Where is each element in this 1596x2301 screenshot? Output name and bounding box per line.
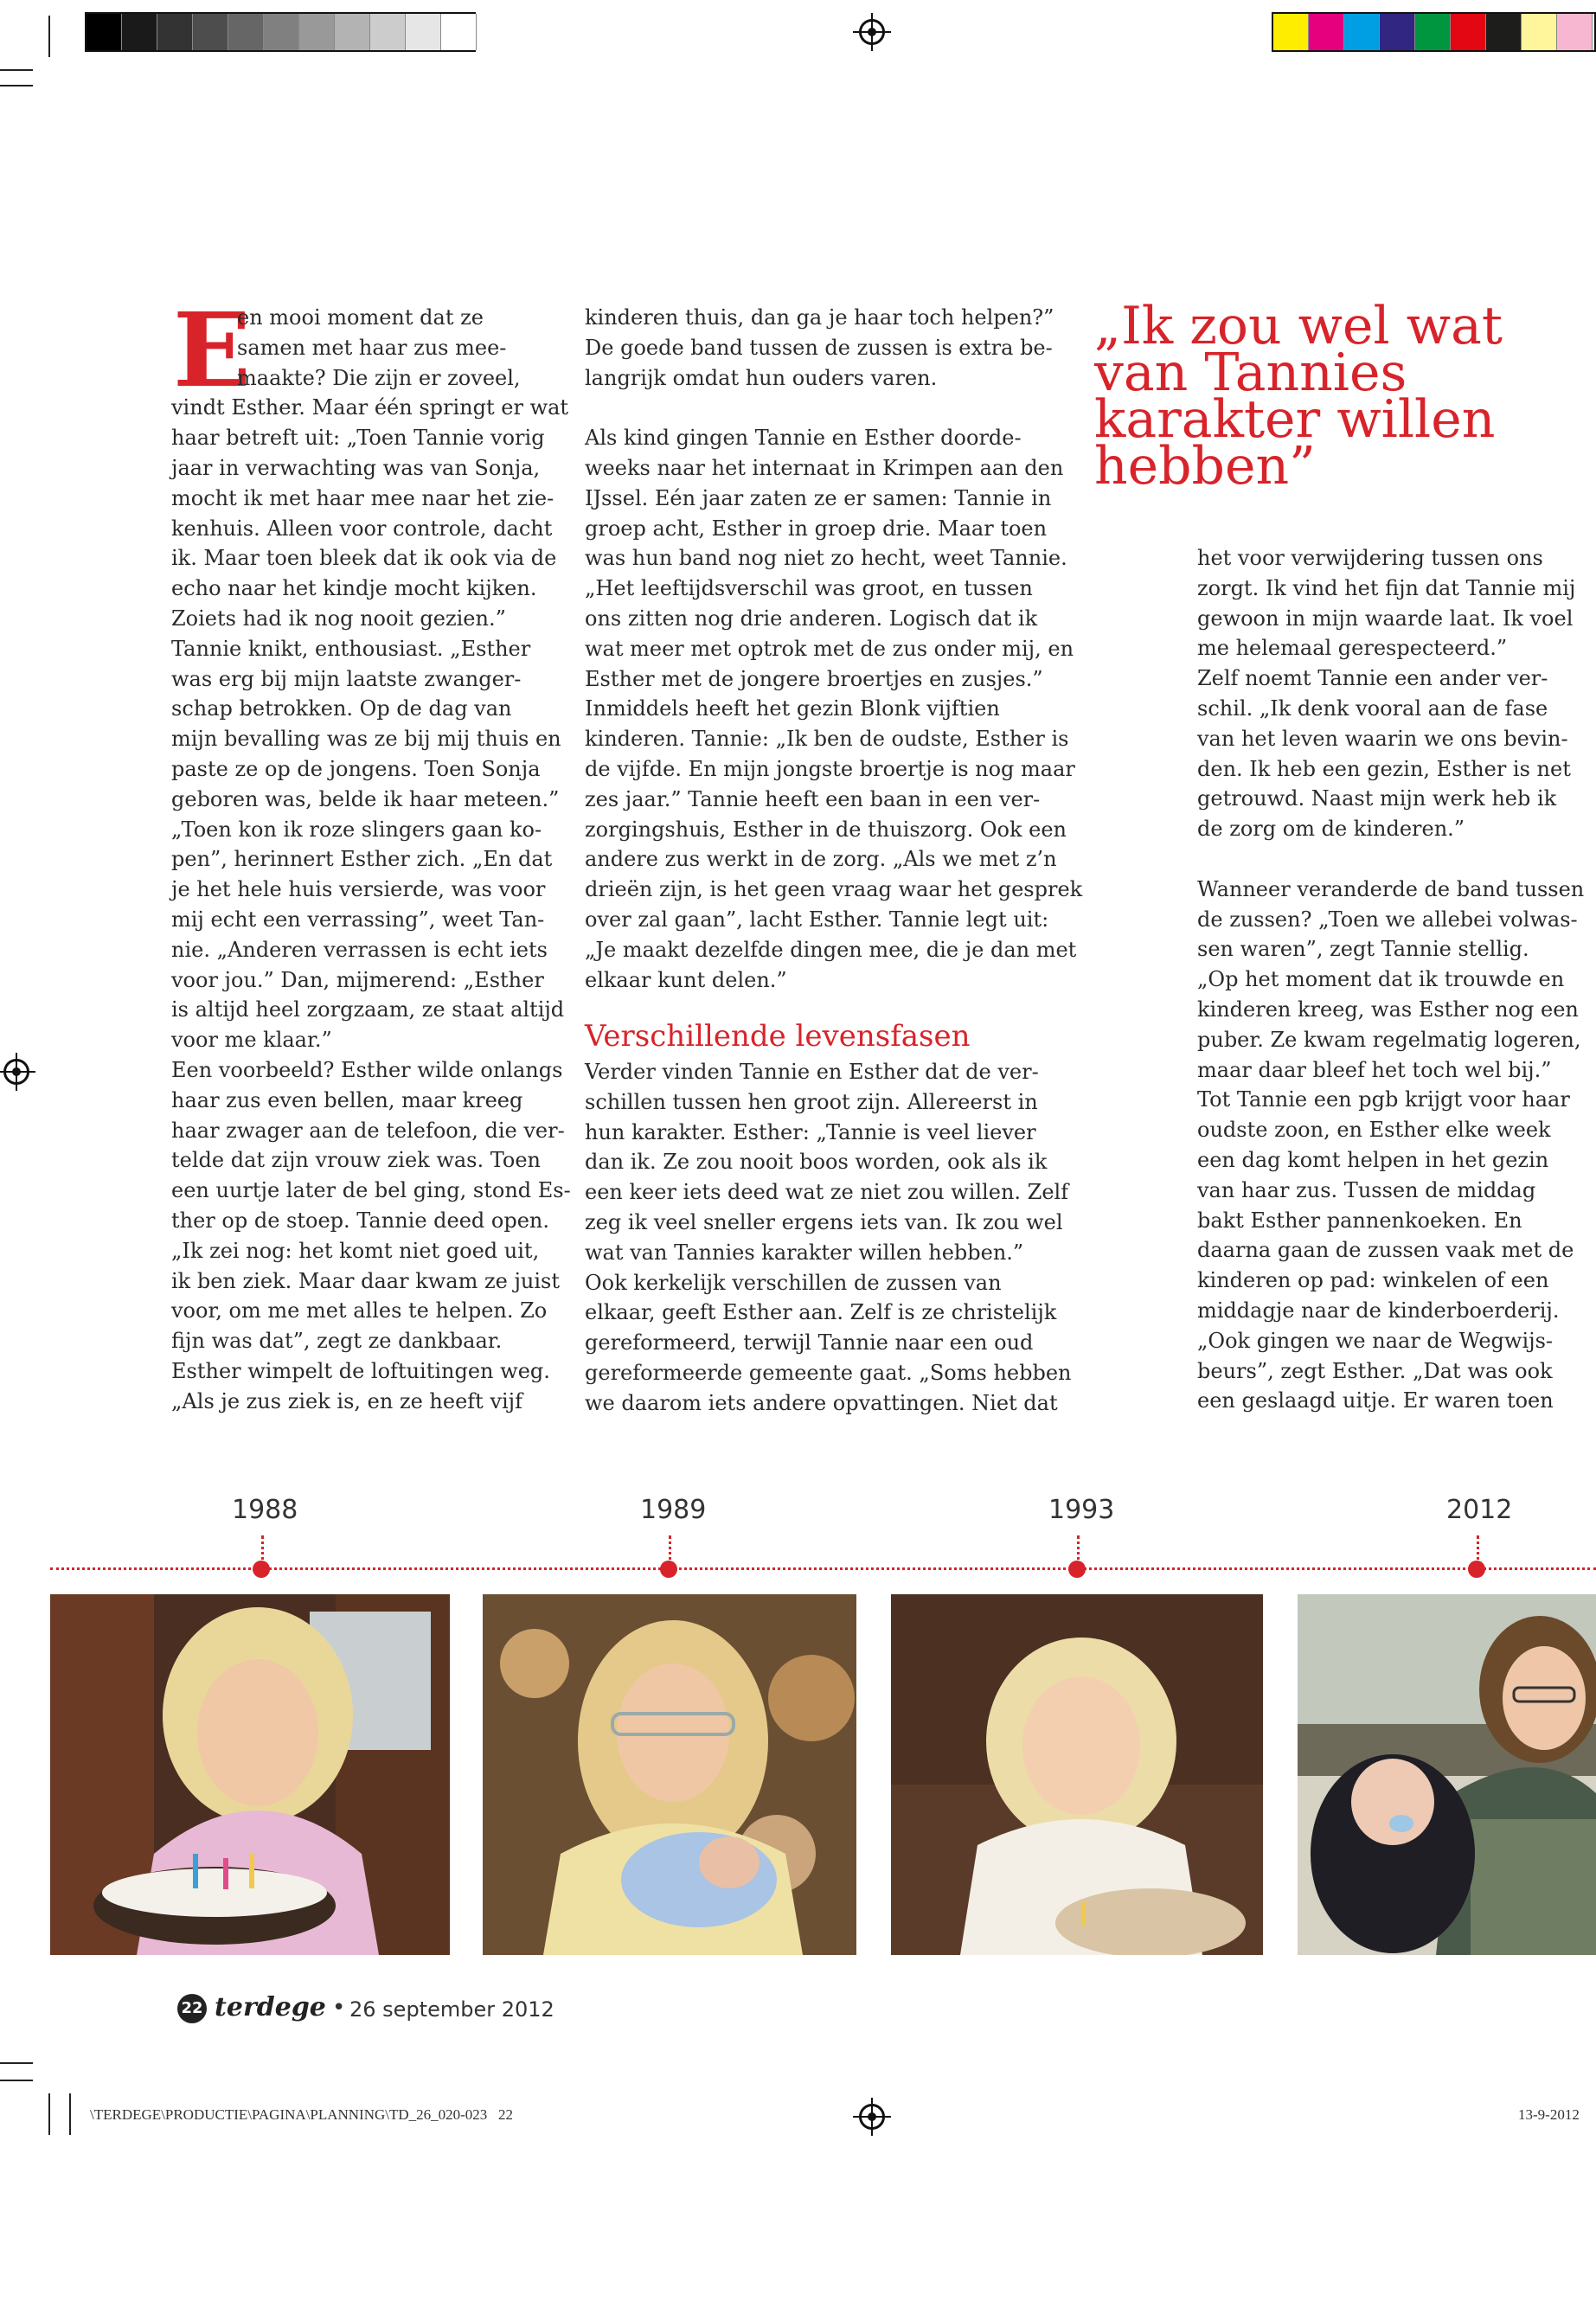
text-line: een geslaagd uitje. Er waren toen <box>1197 1388 1554 1413</box>
text-line: maar daar bleef het toch wel bij.” <box>1197 1057 1552 1082</box>
registration-mark <box>859 2104 885 2130</box>
text-line: sen waren”, zegt Tannie stellig. <box>1197 937 1529 962</box>
crop-mark <box>48 2093 50 2135</box>
text-line: zorgt. Ik vind het fijn dat Tannie mij <box>1197 575 1576 600</box>
crop-mark <box>0 69 33 71</box>
text-line: daarna gaan de zussen vaak met de <box>1197 1238 1574 1263</box>
text-line: me helemaal gerespecteerd.” <box>1197 636 1508 661</box>
text-line: puber. Ze kwam regelmatig logeren, <box>1197 1027 1581 1052</box>
text-line: gereformeerde gemeente gaat. „Soms hebben <box>585 1360 1072 1385</box>
color-swatch <box>370 14 406 50</box>
color-swatch <box>335 14 370 50</box>
text-line: „Ook gingen we naar de Wegwijs- <box>1197 1328 1553 1353</box>
text-line: van het leven waarin we ons bevin- <box>1197 726 1568 751</box>
article-column-3 <box>1197 543 1595 1416</box>
text-line: wat meer met optrok met de zus onder mij, en <box>585 636 1074 661</box>
crop-mark <box>0 2080 33 2081</box>
color-swatch <box>1557 14 1593 50</box>
text-line: schillen tussen hen groot zijn. Allereerst in <box>585 1089 1038 1114</box>
text-line: en mooi moment dat ze <box>237 305 484 330</box>
text-line: haar betreft uit: „Toen Tannie vorig <box>171 426 545 451</box>
text-line: Esther met de jongere broertjes en zusjes.” <box>585 666 1043 691</box>
text-line: Inmiddels heeft het gezin Blonk vijftien <box>585 696 1000 721</box>
text-line: ons zitten nog drie anderen. Logisch dat ik <box>585 606 1038 631</box>
text-line: Wanneer veranderde de band tussen <box>1197 876 1585 901</box>
text-line: „Ik zou wel wat <box>1094 296 1503 356</box>
magazine-name: terdege <box>215 1992 326 2022</box>
text-line: „Je maakt dezelfde dingen mee, die je dan met <box>585 937 1077 962</box>
section-subheading: Verschillende levensfasen <box>585 1019 971 1054</box>
text-line: „Het leeftijdsverschil was groot, en tussen <box>585 576 1033 601</box>
crop-mark <box>48 16 50 57</box>
article-column-1 <box>171 303 571 1416</box>
color-bar <box>1272 12 1596 52</box>
text-line: zorgingshuis, Esther in de thuiszorg. Ook een <box>585 817 1067 842</box>
text-line: andere zus werkt in de zorg. „Als we met z’n <box>585 847 1057 872</box>
file-path-slug: \TERDEGE\PRODUCTIE\PAGINA\PLANNING\TD_26_020-023 22 <box>90 2106 514 2123</box>
text-line: getrouwd. Naast mijn werk heb ik <box>1197 786 1557 811</box>
text-line: was hun band nog niet zo hecht, weet Tannie. <box>585 546 1067 571</box>
text-line: de zorg om de kinderen.” <box>1197 817 1465 842</box>
color-swatch <box>193 14 228 50</box>
text-line: mocht ik met haar mee naar het zie- <box>171 485 554 510</box>
text-line: echo naar het kindje mocht kijken. <box>171 576 537 601</box>
text-line: kinderen op pad: winkelen of een <box>1197 1268 1549 1293</box>
text-line: vindt Esther. Maar één springt er wat <box>171 395 569 420</box>
text-line: kinderen kreeg, was Esther nog een <box>1197 997 1579 1022</box>
text-line <box>585 393 1069 423</box>
text-line: maakte? Die zijn er zoveel, <box>237 365 521 390</box>
text-line: Tot Tannie een pgb krijgt voor haar <box>1197 1087 1570 1112</box>
text-line: Zelf noemt Tannie een ander ver- <box>1197 666 1548 691</box>
crop-mark <box>0 2062 33 2064</box>
text-line: de vijfde. En mijn jongste broertje is nog maar <box>585 756 1075 781</box>
text-line: mij echt een verrassing”, weet Tan- <box>171 907 545 932</box>
timeline-year-1988: 1988 <box>232 1495 298 1525</box>
text-line: je het hele huis versierde, was voor <box>171 877 546 902</box>
timeline-year-1989: 1989 <box>640 1495 707 1525</box>
text-line: gereformeerd, terwijl Tannie naar een oud <box>585 1330 1034 1356</box>
color-swatch <box>157 14 193 50</box>
text-line: Verder vinden Tannie en Esther dat de ver- <box>585 1060 1039 1084</box>
text-line: bakt Esther pannenkoeken. En <box>1197 1208 1522 1233</box>
text-line: jaar in verwachting was van Sonja, <box>171 455 541 480</box>
text-line: beurs”, zegt Esther. „Dat was ook <box>1197 1358 1553 1383</box>
text-line: elkaar, geeft Esther aan. Zelf is ze christelijk <box>585 1300 1057 1325</box>
text-line: Zoiets had ik nog nooit gezien.” <box>171 606 506 631</box>
color-swatch <box>264 14 299 50</box>
text-line: wat van Tannies karakter willen hebben.” <box>585 1240 1024 1265</box>
text-line: De goede band tussen de zussen is extra be- <box>585 335 1053 360</box>
color-swatch <box>299 14 335 50</box>
text-line: voor me klaar.” <box>171 1028 332 1053</box>
text-line: elkaar kunt delen.” <box>585 967 787 992</box>
text-line: langrijk omdat hun ouders varen. <box>585 365 938 390</box>
text-line: Tannie knikt, enthousiast. „Esther <box>171 636 531 661</box>
text-line: over zal gaan”, lacht Esther. Tannie legt uit: <box>585 907 1049 932</box>
timeline-year-2012: 2012 <box>1446 1495 1513 1525</box>
text-line: „Op het moment dat ik trouwde en <box>1197 967 1565 992</box>
text-line: middagje naar de kinderboerderij. <box>1197 1298 1560 1323</box>
text-line: oudste zoon, en Esther elke week <box>1197 1118 1551 1143</box>
text-line: „Toen kon ik roze slingers gaan ko- <box>171 817 542 842</box>
article-column-2a <box>585 303 1083 995</box>
color-swatch <box>122 14 157 50</box>
photo-1989-girl-with-baby <box>483 1594 856 1955</box>
text-line: ik. Maar toen bleek dat ik ook via de <box>171 546 557 571</box>
text-line: IJssel. Eén jaar zaten ze er samen: Tannie in <box>585 485 1052 510</box>
registration-mark <box>3 1059 29 1085</box>
slug-date: 13-9-2012 <box>1518 2106 1580 2123</box>
registration-mark <box>859 19 885 45</box>
text-line <box>1197 844 1595 875</box>
timeline-dot <box>660 1561 677 1578</box>
text-line: een dag komt helpen in het gezin <box>1197 1147 1549 1172</box>
text-line: „Ik zei nog: het komt niet goed uit, <box>171 1238 540 1263</box>
pull-quote <box>1094 296 1503 497</box>
timeline-dot <box>253 1561 270 1578</box>
text-line: mijn bevalling was ze bij mij thuis en <box>171 727 561 752</box>
text-line: een keer iets deed wat ze niet zou willen. Zelf <box>585 1180 1069 1205</box>
text-line: de zussen? „Toen we allebei volwas- <box>1197 907 1578 932</box>
crop-mark <box>0 85 33 87</box>
text-line: Als kind gingen Tannie en Esther doorde- <box>585 426 1022 451</box>
text-line: geboren was, belde ik haar meteen.” <box>171 786 560 811</box>
color-swatch <box>441 14 477 50</box>
text-line: samen met haar zus mee- <box>237 335 507 360</box>
text-line: we daarom iets andere opvattingen. Niet dat <box>585 1390 1058 1415</box>
color-swatch <box>228 14 264 50</box>
text-line: fijn was dat”, zegt ze dankbaar. <box>171 1329 503 1354</box>
text-line: gewoon in mijn waarde laat. Ik voel <box>1197 606 1574 631</box>
text-line: pen”, herinnert Esther zich. „En dat <box>171 847 553 872</box>
color-swatch <box>1309 14 1344 50</box>
text-line: Esther wimpelt de loftuitingen weg. <box>171 1358 550 1383</box>
text-line: ik ben ziek. Maar daar kwam ze juist <box>171 1268 560 1293</box>
text-line: den. Ik heb een gezin, Esther is net <box>1197 756 1571 781</box>
grayscale-bar <box>85 12 476 52</box>
text-line: voor jou.” Dan, mijmerend: „Esther <box>171 967 544 992</box>
text-line: haar zus even bellen, maar kreeg <box>171 1087 523 1112</box>
crop-mark <box>69 2093 71 2135</box>
text-line: zes jaar.” Tannie heeft een baan in een ver- <box>585 786 1041 811</box>
text-line: paste ze op de jongens. Toen Sonja <box>171 756 541 781</box>
text-line: „Als je zus ziek is, en ze heeft vijf <box>171 1388 522 1413</box>
color-swatch <box>1522 14 1557 50</box>
color-swatch <box>1415 14 1451 50</box>
text-line: het voor verwijdering tussen ons <box>1197 546 1543 570</box>
text-line: haar zwager aan de telefoon, die ver- <box>171 1118 565 1143</box>
text-line: drieën zijn, is het geen vraag waar het gesprek <box>585 877 1083 902</box>
text-line: kinderen. Tannie: „Ik ben de oudste, Esther is <box>585 727 1069 752</box>
footer-bullet: • <box>332 1995 346 2021</box>
text-line: ther op de stoep. Tannie deed open. <box>171 1208 550 1233</box>
photo-2012-woman-with-baby <box>1298 1594 1596 1955</box>
color-swatch <box>1273 14 1309 50</box>
text-line: voor, om me met alles te helpen. Zo <box>171 1298 548 1324</box>
timeline-line <box>50 1567 1596 1570</box>
text-line: schil. „Ik denk vooral aan de fase <box>1197 695 1548 721</box>
text-line: hebben” <box>1094 436 1316 497</box>
text-line: is altijd heel zorgzaam, ze staat altijd <box>171 997 565 1022</box>
timeline-dot <box>1468 1561 1485 1578</box>
article-column-2b <box>585 1057 1072 1419</box>
text-line: een uurtje later de bel ging, stond Es- <box>171 1178 571 1203</box>
issue-date: 26 september 2012 <box>349 1997 554 2022</box>
color-swatch <box>1380 14 1415 50</box>
text-line: was erg bij mijn laatste zwanger- <box>171 666 522 691</box>
text-line: van Tannies <box>1094 343 1407 403</box>
text-line: van haar zus. Tussen de middag <box>1197 1177 1536 1202</box>
color-swatch <box>1486 14 1522 50</box>
text-line: weeks naar het internaat in Krimpen aan den <box>585 455 1064 480</box>
text-line: kenhuis. Alleen voor controle, dacht <box>171 516 553 541</box>
text-line: telde dat zijn vrouw ziek was. Toen <box>171 1148 541 1173</box>
timeline-dot <box>1068 1561 1086 1578</box>
color-swatch <box>406 14 441 50</box>
text-line: nie. „Anderen verrassen is echt iets <box>171 937 548 962</box>
page-number-badge: 22 <box>177 1994 207 2023</box>
color-swatch <box>1344 14 1380 50</box>
color-swatch <box>1451 14 1486 50</box>
text-line: zeg ik veel sneller ergens iets van. Ik zou wel <box>585 1209 1063 1234</box>
timeline-year-1993: 1993 <box>1048 1495 1115 1525</box>
color-swatch <box>87 14 122 50</box>
text-line: schap betrokken. Op de dag van <box>171 696 512 721</box>
text-line: Een voorbeeld? Esther wilde onlangs <box>171 1057 563 1082</box>
text-line: dan ik. Ze zou nooit boos worden, ook als ik <box>585 1150 1048 1175</box>
photo-1988-birthday-girl <box>50 1594 450 1955</box>
photo-1993-toddler <box>891 1594 1263 1955</box>
text-line: Ook kerkelijk verschillen de zussen van <box>585 1270 1002 1295</box>
text-line: karakter willen <box>1094 389 1496 450</box>
drop-cap: E <box>173 290 251 410</box>
text-line: kinderen thuis, dan ga je haar toch helpen?” <box>585 305 1054 330</box>
text-line: hun karakter. Esther: „Tannie is veel liever <box>585 1119 1036 1144</box>
text-line: groep acht, Esther in groep drie. Maar toen <box>585 516 1048 541</box>
